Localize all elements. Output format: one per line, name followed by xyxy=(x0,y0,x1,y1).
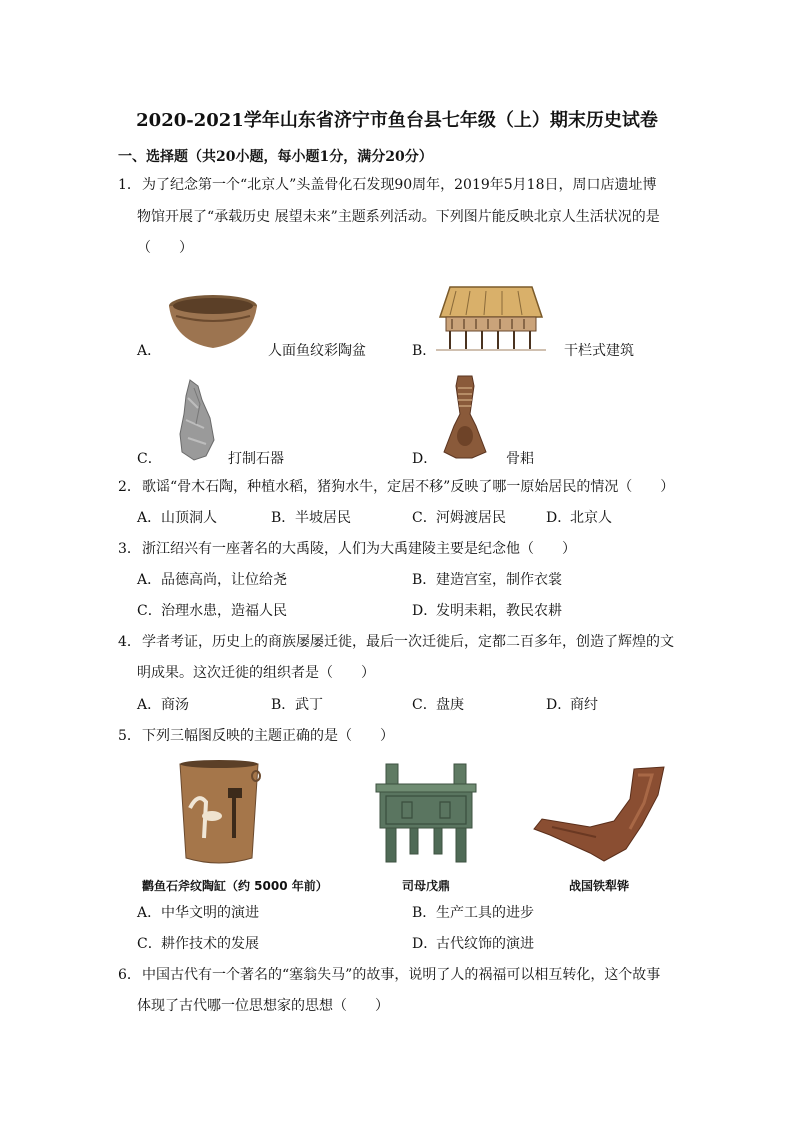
option-label: B． xyxy=(412,343,437,359)
simuwu-ding-icon xyxy=(372,762,480,864)
question-number: 3． xyxy=(118,541,141,557)
figure-caption: 司母戊鼎 xyxy=(402,879,451,893)
option-label: A． xyxy=(137,905,162,921)
question-number: 1． xyxy=(118,177,141,193)
option-label: D． xyxy=(546,697,572,713)
option-text: 干栏式建筑 xyxy=(564,343,634,359)
painted-pottery-basin-icon xyxy=(166,292,260,354)
option-text: 品德高尚，让位给尧 xyxy=(161,572,287,588)
option-label: A． xyxy=(137,572,162,588)
stilt-house-icon xyxy=(436,283,546,353)
option-label: B． xyxy=(271,697,296,713)
question-text-line: 中国古代有一个著名的“塞翁失马”的故事，说明了人的祸福可以相互转化，这个故事 xyxy=(142,967,661,983)
option-label: A． xyxy=(137,510,162,526)
question-number: 5． xyxy=(118,728,141,744)
option-label: A． xyxy=(137,697,162,713)
option-text: 古代纹饰的演进 xyxy=(436,936,534,952)
figure-caption: 鹳鱼石斧纹陶缸（约 5000 年前） xyxy=(142,879,328,893)
option-label: C． xyxy=(137,451,162,467)
option-text: 耕作技术的发展 xyxy=(161,936,259,952)
option-label: B． xyxy=(271,510,296,526)
option-label: A． xyxy=(137,343,162,359)
question-text-line: 歌谣“骨木石陶，种植水稻，猪狗水牛，定居不移”反映了哪一原始居民的情况（ ） xyxy=(142,479,675,495)
option-text: 生产工具的进步 xyxy=(436,905,534,921)
section-heading: 一、选择题（共20小题，每小题1分，满分20分） xyxy=(118,149,433,165)
question-text-line: 下列三幅图反映的主题正确的是（ ） xyxy=(142,728,394,744)
option-text: 山顶洞人 xyxy=(161,510,217,526)
option-label: C． xyxy=(137,936,162,952)
option-label: B． xyxy=(412,572,437,588)
option-text: 发明耒耜，教民农耕 xyxy=(436,603,562,619)
iron-plowshare-icon xyxy=(530,765,670,865)
option-text: 治理水患，造福人民 xyxy=(161,603,287,619)
question-text-line: 为了纪念第一个“北京人”头盖骨化石发现90周年，2019年5月18日，周口店遗址博 xyxy=(142,177,657,193)
option-text: 北京人 xyxy=(570,510,612,526)
bone-spade-icon xyxy=(442,374,488,460)
option-label: C． xyxy=(137,603,162,619)
option-text: 骨耜 xyxy=(506,451,534,467)
question-text-line: 体现了古代哪一位思想家的思想（ ） xyxy=(137,998,389,1014)
option-label: C． xyxy=(412,697,437,713)
question-number: 2． xyxy=(118,479,141,495)
option-text: 半坡居民 xyxy=(295,510,351,526)
question-text-line: 浙江绍兴有一座著名的大禹陵，人们为大禹建陵主要是纪念他（ ） xyxy=(142,541,576,557)
option-text: 商纣 xyxy=(570,697,598,713)
option-text: 打制石器 xyxy=(228,451,284,467)
option-text: 建造宫室，制作衣裳 xyxy=(436,572,562,588)
figure-caption: 战国铁犁铧 xyxy=(569,879,630,893)
option-text: 中华文明的演进 xyxy=(161,905,259,921)
option-label: D． xyxy=(412,936,438,952)
option-label: C． xyxy=(412,510,437,526)
exam-title: 2020-2021学年山东省济宁市鱼台县七年级（上）期末历史试卷 xyxy=(136,110,658,131)
option-text: 盘庚 xyxy=(436,697,464,713)
question-text-line: 明成果。这次迁徙的组织者是（ ） xyxy=(137,665,375,681)
stork-fish-axe-pottery-jar-icon xyxy=(176,758,262,870)
question-number: 4． xyxy=(118,634,141,650)
option-label: D． xyxy=(546,510,572,526)
option-text: 人面鱼纹彩陶盆 xyxy=(268,343,366,359)
option-text: 武丁 xyxy=(295,697,323,713)
question-number: 6． xyxy=(118,967,141,983)
option-text: 商汤 xyxy=(161,697,189,713)
option-label: D． xyxy=(412,603,438,619)
option-text: 河姆渡居民 xyxy=(436,510,506,526)
question-text-line: 物馆开展了“承载历史 展望未来”主题系列活动。下列图片能反映北京人生活状况的是 xyxy=(137,209,660,225)
question-text-line: （ ） xyxy=(137,240,193,256)
question-text-line: 学者考证，历史上的商族屡屡迁徙，最后一次迁徙后，定都二百多年，创造了辉煌的文 xyxy=(142,634,674,650)
chipped-stone-tool-icon xyxy=(176,378,216,462)
option-label: D． xyxy=(412,451,438,467)
option-label: B． xyxy=(412,905,437,921)
